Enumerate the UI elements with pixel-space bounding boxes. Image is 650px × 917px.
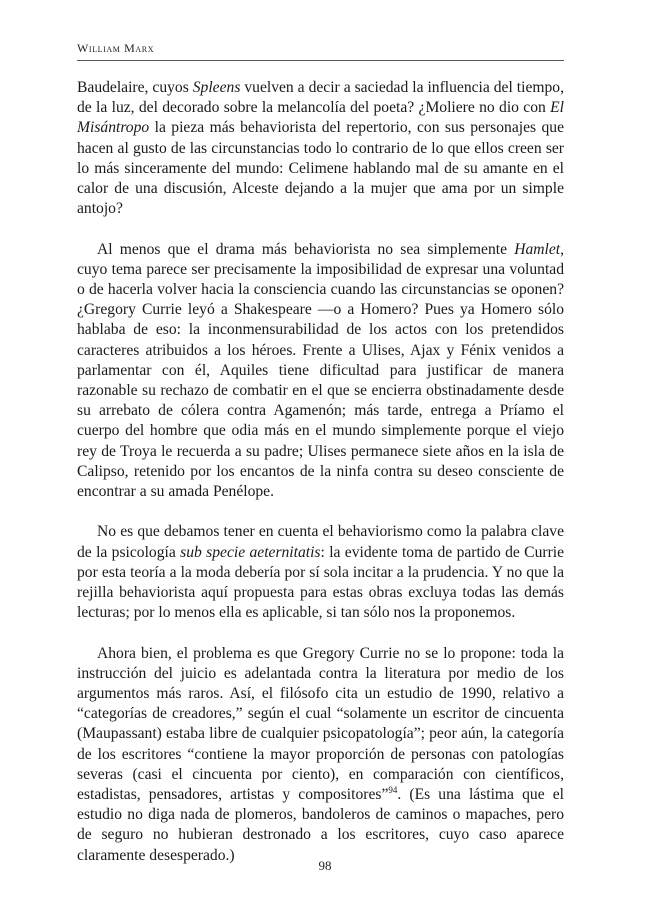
paragraph-1 [77,78,564,219]
paragraph-1-text-3: la pieza más behaviorista del repertorio, con sus personajes que hacen al gusto de las circunstancias todo lo contrario de lo que ellos creen ser lo más sinceramente del mundo: Celimene hablando mal de su amante en el calor de una discusión, Alceste dejando a la mujer que ama por un simple antojo? [77,119,564,218]
body-text [77,78,564,866]
paragraph-4-text-1: Ahora bien, el problema es que Gregory Currie no se lo propone: toda la instrucción del juicio es adelantada contra la literatura por medio de los argumentos más raros. Así, el filósofo cita un estudio de 1990, relativo a “categorías de creadores,” según el cual “solamente un escritor de cincuenta (Maupassant) estaba libre de cualquier psicopatología”; peor aún, la categoría de los escritores “contiene la mayor proporción de personas con patologías severas (casi el cincuenta por ciento), en comparación con científicos, estadistas, pensadores, artistas y compositores” [77,644,564,804]
paragraph-1-text-1: Baudelaire, cuyos [77,79,193,96]
footnote-reference[interactable]: 94 [388,784,398,795]
paragraph-1-text-2: vuelven a decir a saciedad la influencia del tiempo, de la luz, del decorado sobre la melancolía del poeta? ¿Moliere no dio con [77,79,564,117]
paragraph-2-italic-hamlet: Hamlet [514,240,561,258]
paragraph-2-text-1: Al menos que el drama más behaviorista no sea simplemente [97,240,515,258]
paragraph-1-italic-misantropo: El Misántropo [77,99,564,137]
paragraph-3-italic-latin: sub specie aeternitatis [180,543,321,561]
paragraph-3 [77,522,564,623]
paragraph-3-text-2: : la evidente toma de partido de Currie por esta teoría a la moda debería por sí sola incitar a la prudencia. Y no que la rejilla behaviorista aquí propuesta para estas obras excluya todas las demás lecturas; por lo menos ella es aplicable, si tan sólo nos la proponemos. [77,543,565,622]
paragraph-4-text-2: . (Es una lástima que el estudio no diga nada de plomeros, bandoleros de caminos o mapaches, pero de seguro no hubieran destronado a los escritores, cuyo caso aparece claramente desesperado.) [77,786,564,864]
paragraph-4 [77,644,564,866]
paragraph-2-text-2: , cuyo tema parece ser precisamente la imposibilidad de expresar una voluntad o de hacerla volver hacia la consciencia cuando las circunstancias se oponen? ¿Gregory Currie leyó a Shakespeare —o a Homero? Pues ya Homero sólo hablaba de eso: la inconmensurabilidad de los actos con los pretendidos caracteres atribuidos a los héroes. Frente a Ulises, Ajax y Fénix venidos a parlamentar con él, Aquiles tiene dificultad para justificar de manera razonable su rechazo de combatir en el que se encierra obstinadamente desde su arrebato de cólera contra Agamenón; más tarde, entrega a Príamo el cuerpo del hombre que odia más en el mundo simplemente porque el viejo rey de Troya le recuerda a su padre; Ulises permanece siete años en la isla de Calipso, retenido por los encantos de la ninfa contra su deseo consciente de encontrar a su amada Penélope. [77,240,564,501]
running-head: William Marx [77,41,155,55]
header-rule [77,60,564,61]
paragraph-1-italic-spleens: Spleens [192,79,241,96]
paragraph-3-text-1: No es que debamos tener en cuenta el behaviorismo como la palabra clave de la psicología [77,523,564,561]
paragraph-2 [77,240,564,503]
page-number: 98 [318,858,332,873]
